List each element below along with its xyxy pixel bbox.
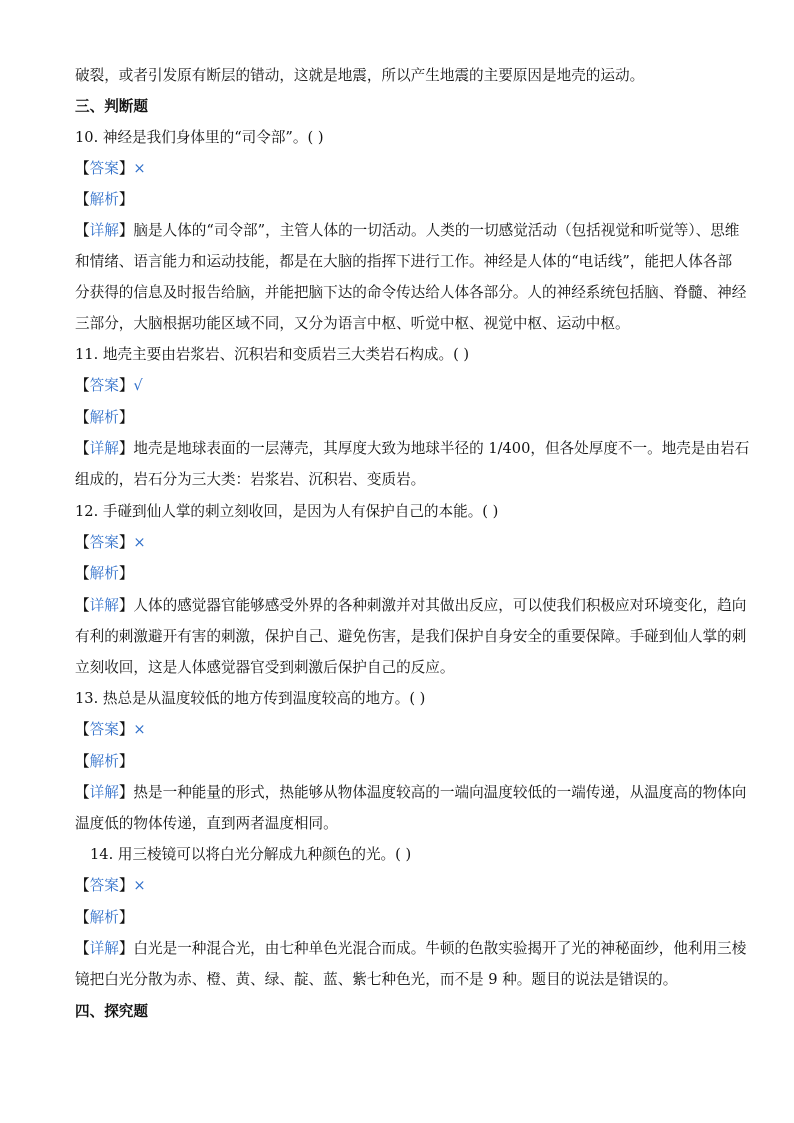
analysis-label: 解析 (89, 191, 119, 208)
analysis-11 (75, 408, 736, 428)
detail-text: 热是一种能量的形式，热能够从物体温度较高的一端向温度较低的一端传递，从温度高的物体向 (133, 784, 747, 801)
answer-mark: × (133, 877, 146, 894)
bracket-open: 【 (75, 409, 90, 426)
detail-13-line-2: 温度低的物体传递，直到两者温度相同。 (75, 815, 338, 832)
question-11: 11. 地壳主要由岩浆岩、沉积岩和变质岩三大类岩石构成。( ) (75, 346, 470, 363)
bracket-close: 】 (118, 909, 134, 926)
bracket-open: 【 (75, 222, 90, 239)
bracket-close: 】 (118, 222, 134, 239)
detail-label: 详解 (89, 597, 119, 614)
analysis-10 (75, 190, 736, 210)
answer-mark: × (133, 721, 146, 738)
answer-label: 答案 (89, 534, 119, 551)
section-heading-inquiry: 四、探究题 (75, 1003, 148, 1020)
answer-11 (75, 376, 736, 396)
bracket-open: 【 (75, 534, 90, 551)
detail-12-line-1 (75, 596, 747, 616)
bracket-close: 】 (118, 440, 134, 457)
bracket-open: 【 (75, 909, 90, 926)
question-10: 10. 神经是我们身体里的“司令部”。( ) (75, 129, 324, 146)
bracket-open: 【 (75, 440, 90, 457)
bracket-open: 【 (75, 160, 90, 177)
bracket-close: 】 (118, 753, 134, 770)
answer-12 (75, 533, 736, 553)
answer-label: 答案 (89, 877, 119, 894)
detail-text: 人体的感觉器官能够感受外界的各种刺激并对其做出反应，可以使我们积极应对环境变化，趋向 (133, 597, 747, 614)
detail-text: 地壳是地球表面的一层薄壳，其厚度大致为地球半径的 1/400，但各处厚度不一。地壳是由岩石 (133, 440, 750, 457)
bracket-close: 】 (118, 784, 134, 801)
detail-10-line-3: 分获得的信息及时报告给脑，并能把脑下达的命令传达给人体各部分。人的神经系统包括脑、脊髓、神经 (75, 284, 747, 301)
bracket-open: 【 (75, 784, 90, 801)
bracket-close: 】 (118, 565, 134, 582)
bracket-close: 】 (118, 191, 134, 208)
analysis-label: 解析 (89, 409, 119, 426)
analysis-label: 解析 (89, 909, 119, 926)
detail-12-line-3: 立刻收回，这是人体感觉器官受到刺激后保护自己的反应。 (75, 659, 455, 676)
answer-13 (75, 720, 736, 740)
bracket-open: 【 (75, 191, 90, 208)
bracket-close: 】 (118, 377, 134, 394)
bracket-close: 】 (118, 160, 134, 177)
detail-10-line-4: 三部分，大脑根据功能区域不同，又分为语言中枢、听觉中枢、视觉中枢、运动中枢。 (75, 315, 630, 332)
detail-text: 白光是一种混合光，由七种单色光混合而成。牛顿的色散实验揭开了光的神秘面纱，他利用三棱 (133, 940, 747, 957)
bracket-close: 】 (118, 534, 134, 551)
answer-label: 答案 (89, 377, 119, 394)
detail-label: 详解 (89, 940, 119, 957)
section-heading-judgement: 三、判断题 (75, 98, 148, 115)
question-12: 12. 手碰到仙人掌的刺立刻收回，是因为人有保护自己的本能。( ) (75, 503, 499, 520)
bracket-close: 】 (118, 597, 134, 614)
bracket-close: 】 (118, 940, 134, 957)
detail-text: 脑是人体的“司令部”，主管人体的一切活动。人类的一切感觉活动（包括视觉和听觉等）、思维 (133, 222, 740, 239)
intro-text: 破裂，或者引发原有断层的错动，这就是地震，所以产生地震的主要原因是地壳的运动。 (75, 67, 645, 84)
bracket-close: 】 (118, 721, 134, 738)
detail-14-line-1 (75, 939, 747, 959)
bracket-open: 【 (75, 597, 90, 614)
bracket-open: 【 (75, 721, 90, 738)
bracket-open: 【 (75, 377, 90, 394)
detail-label: 详解 (89, 784, 119, 801)
detail-10-line-2: 和情绪、语言能力和运动技能，都是在大脑的指挥下进行工作。神经是人体的“电话线”，能把人体各部 (75, 253, 733, 270)
bracket-open: 【 (75, 753, 90, 770)
detail-label: 详解 (89, 440, 119, 457)
answer-mark: × (133, 160, 146, 177)
detail-10-line-1 (75, 221, 740, 241)
analysis-label: 解析 (89, 565, 119, 582)
analysis-14 (75, 908, 736, 928)
detail-13-line-1 (75, 783, 747, 803)
analysis-13 (75, 752, 736, 772)
analysis-label: 解析 (89, 753, 119, 770)
detail-12-line-2: 有利的刺激避开有害的刺激，保护自己、避免伤害，是我们保护自身安全的重要保障。手碰到仙人掌的刺 (75, 628, 747, 645)
analysis-12 (75, 564, 736, 584)
detail-14-line-2: 镜把白光分散为赤、橙、黄、绿、靛、蓝、紫七种色光，而不是 9 种。题目的说法是错误的。 (75, 971, 678, 988)
bracket-open: 【 (75, 940, 90, 957)
question-14: 14. 用三棱镜可以将白光分解成九种颜色的光。( ) (90, 846, 412, 863)
bracket-close: 】 (118, 409, 134, 426)
bracket-open: 【 (75, 565, 90, 582)
answer-mark: √ (133, 377, 143, 394)
detail-label: 详解 (89, 222, 119, 239)
answer-label: 答案 (89, 160, 119, 177)
bracket-open: 【 (75, 877, 90, 894)
answer-10 (75, 159, 736, 179)
answer-mark: × (133, 534, 146, 551)
question-13: 13. 热总是从温度较低的地方传到温度较高的地方。( ) (75, 690, 426, 707)
answer-14 (75, 876, 736, 896)
detail-11-line-1 (75, 439, 750, 459)
bracket-close: 】 (118, 877, 134, 894)
detail-11-line-2: 组成的，岩石分为三大类：岩浆岩、沉积岩、变质岩。 (75, 471, 426, 488)
answer-label: 答案 (89, 721, 119, 738)
